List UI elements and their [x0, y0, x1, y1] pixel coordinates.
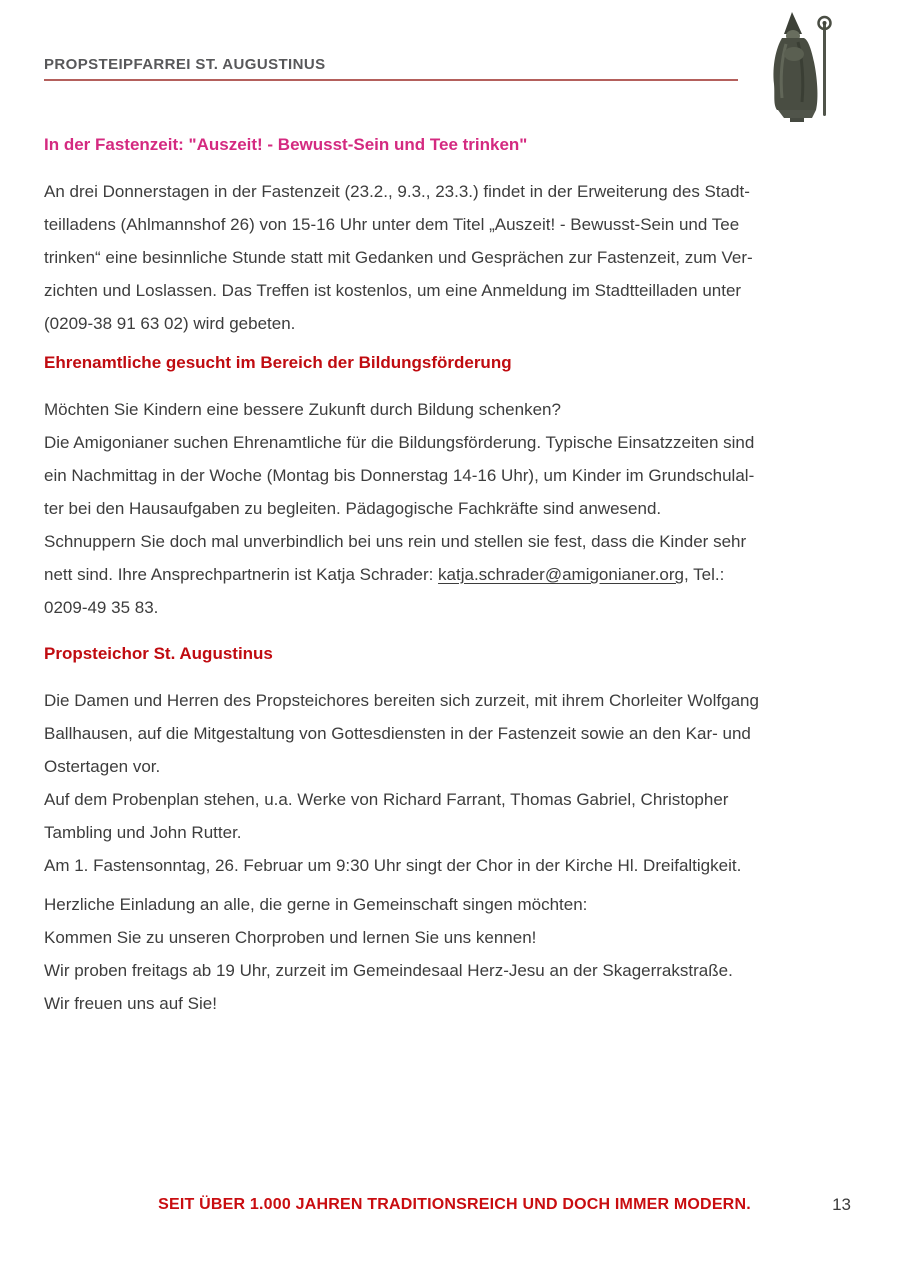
body-line: ein Nachmittag in der Woche (Montag bis Donnerstag 14-16 Uhr), um Kinder im Grundschulal- [44, 466, 755, 485]
body-line: zichten und Loslassen. Das Treffen ist kostenlos, um eine Anmeldung im Stadtteilladen unter [44, 281, 742, 300]
body-line: teilladens (Ahlmannshof 26) von 15-16 Uhr unter dem Titel „Auszeit! - Bewusst-Sein und Tee [44, 215, 740, 234]
body-line: Am 1. Fastensonntag, 26. Februar um 9:30 Uhr singt der Chor in der Kirche Hl. Dreifaltigkeit. [44, 856, 742, 875]
masthead [44, 56, 738, 81]
page-number: 13 [832, 1195, 851, 1214]
statue-icon [764, 10, 848, 122]
paragraph-fastenzeit [44, 175, 879, 340]
body-line: Ostertagen vor. [44, 757, 161, 776]
email-line-before: nett sind. Ihre Ansprechpartnerin ist Katja Schrader: [44, 565, 439, 584]
parish-name: PROPSTEIPFARREI ST. AUGUSTINUS [44, 56, 326, 73]
email-line-after: , Tel.: [684, 565, 725, 584]
section-heading-fastenzeit: In der Fastenzeit: "Auszeit! - Bewusst-Sein und Tee trinken" [44, 135, 528, 154]
body-line: Auf dem Probenplan stehen, u.a. Werke von Richard Farrant, Thomas Gabriel, Christopher [44, 790, 729, 809]
footer-slogan: SEIT ÜBER 1.000 JAHREN TRADITIONSREICH UND DOCH IMMER MODERN. [158, 1196, 751, 1213]
body-line: 0209-49 35 83. [44, 598, 159, 617]
page-body [44, 134, 879, 1020]
body-line: Schnuppern Sie doch mal unverbindlich bei uns rein und stellen sie fest, dass die Kinder sehr [44, 532, 747, 551]
paragraph-einladung [44, 888, 879, 1020]
section-propsteichor [44, 643, 879, 1020]
body-line: An drei Donnerstagen in der Fastenzeit (23.2., 9.3., 23.3.) findet in der Erweiterung des Stadt- [44, 182, 750, 201]
body-line: Die Amigonianer suchen Ehrenamtliche für die Bildungsförderung. Typische Einsatzzeiten sind [44, 433, 755, 452]
body-line: Tambling und John Rutter. [44, 823, 242, 842]
body-line: Möchten Sie Kindern eine bessere Zukunft durch Bildung schenken? [44, 400, 561, 419]
body-line: Herzliche Einladung an alle, die gerne in Gemeinschaft singen möchten: [44, 895, 588, 914]
body-line: (0209-38 91 63 02) wird gebeten. [44, 314, 296, 333]
st-augustinus-statue-image [764, 10, 848, 122]
body-line: Die Damen und Herren des Propsteichores bereiten sich zurzeit, mit ihrem Chorleiter Wolfgang [44, 691, 759, 710]
section-heading-ehrenamtliche: Ehrenamtliche gesucht im Bereich der Bildungsförderung [44, 353, 512, 372]
email-link[interactable]: katja.schrader@amigonianer.org [438, 565, 684, 584]
body-line: Kommen Sie zu unseren Chorproben und lernen Sie uns kennen! [44, 928, 537, 947]
body-line: trinken“ eine besinnliche Stunde statt mit Gedanken und Gesprächen zur Fastenzeit, zum Ver- [44, 248, 753, 267]
body-line: Wir proben freitags ab 19 Uhr, zurzeit im Gemeindesaal Herz-Jesu an der Skagerrakstraße. [44, 961, 733, 980]
body-line: ter bei den Hausaufgaben zu begleiten. Pädagogische Fachkräfte sind anwesend. [44, 499, 662, 518]
section-fastenzeit [44, 134, 879, 340]
body-line: Wir freuen uns auf Sie! [44, 994, 217, 1013]
section-ehrenamtliche [44, 352, 879, 624]
body-line: Ballhausen, auf die Mitgestaltung von Gottesdiensten in der Fastenzeit sowie an den Kar- und [44, 724, 751, 743]
section-heading-propsteichor: Propsteichor St. Augustinus [44, 644, 273, 663]
paragraph-propsteichor [44, 684, 879, 882]
paragraph-ehrenamtliche [44, 393, 879, 624]
body-line-with-email [44, 558, 879, 591]
